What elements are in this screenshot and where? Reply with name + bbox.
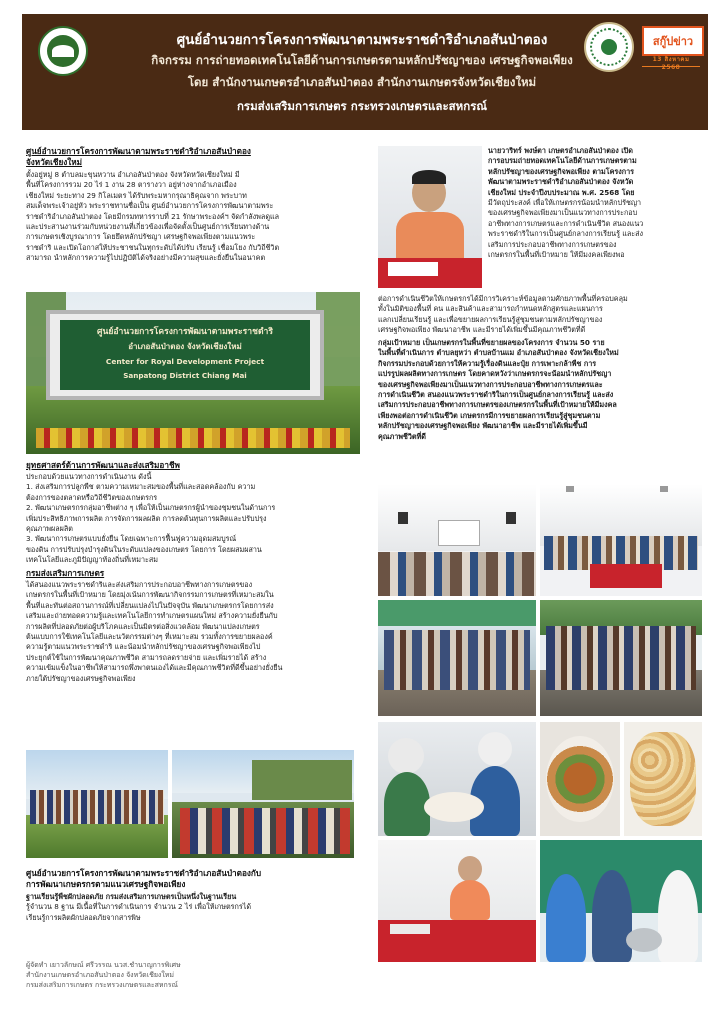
section-learning-body: ฐานเรียนรู้พืชผักปลอดภัย กรมส่งเสริมการเกษตรเป็นหนึ่งในฐานเรียน รู้จำนวน 8 ฐาน มีเนื้อที่ในการดำเนินการ จำนวน 2 ไร่ เพื่อให้เกษตรกรได้ เรียนรู้การผลิตผักปลอดภัยจากสารพิษ (26, 892, 252, 922)
header-title: ศูนย์อำนวยการโครงการพัฒนาตามพระราชดำริอำเภอสันป่าตอง (176, 32, 548, 48)
demonstration-photo (378, 840, 536, 962)
section-strategy-title: ยุทธศาสตร์ด้านการพัฒนาและส่งเสริมอาชีพ (26, 460, 180, 470)
header-banner (22, 14, 708, 130)
header-department: กรมส่งเสริมการเกษตร กระทรวงเกษตรและสหกรณ์ (236, 99, 488, 113)
training-room-photo-1 (378, 484, 536, 596)
header-organizer: โดย สำนักงานเกษตรอำเภอสันป่าตอง สำนักงานเกษตรจังหวัดเชียงใหม่ (187, 75, 537, 89)
section-center-title: ศูนย์อำนวยการโครงการพัฒนาตามพระราชดำริอำเภอสันป่าตอง จังหวัดเชียงใหม่ (26, 146, 251, 167)
news-badge: สกู๊ปข่าว (642, 26, 704, 56)
outdoor-activity-photo-1 (378, 600, 536, 716)
section-center-body: ตั้งอยู่หมู่ 8 ตำบลมะขุนหวาน อำเภอสันป่าตอง จังหวัดหวัดเชียงใหม่ มี พื้นที่โครงการรวม 20 ไร่ 1 งาน 28 ตารางวา อยู่ห่างจากอำเภอเมือง เชียงใหม่ ระยะทาง 29 กิโลเมตร ได้รับพระมหากรุณาธิคุณจาก พระบาท สมเด็จพระเจ้าอยู่หัว พระราชทานชื่อเป็น ศูนย์อำนวยการโครงการพัฒนาตามพระ ราชดำริอำเภอสันป่าตอง โดยมีกรมทหารราบที่ 21 รักษาพระองค์ฯ จัดกำลังพลดูแล และประสานงานร่วมกับหน่วยงานที่เกี่ยวข้องเพื่อจัดตั้งเป็นศูนย์การเรียนทางด้าน การเกษตรเชิงบูรณาการ โดยยึดหลักปรัชญา เศรษฐกิจพอเพียงตามแนวพระ ราชดำริ และเปิดโอกาสให้ประชาชนในทุกระดับได้ปรับ เรียนรู้ เชื่อมโยง กับวิถีชีวิต สามารถ นำหลักการความรู้ไปปฏิบัติได้จริงอย่างมีความสุขและยั่งยืนในอนาคต (26, 170, 280, 263)
group-photo-farm (26, 750, 168, 858)
opening-text: นายวาริทร์ พงษ์ตา เกษตรอำเภอสันป่าตอง เปิด การอบรมถ่ายทอดเทคโนโลยีด้านการเกษตรตาม หลักปรัชญาของเศรษฐกิจพอเพียง ตามโครงการ พัฒนาตามพระราชดำริอำเภอสันป่าตอง จังหวัด เชียงใหม่ ประจำปีงบประมาณ พ.ศ. 2568 โดย มีวัตถุประสงค์ เพื่อให้เกษตรกรน้อมนำหลักปรัชญา ของเศรษฐกิจพอเพียงมาเป็นแนวทางการประกอบ อาชีพทางการเกษตรและการดำเนินชีวิต สนองแนว พระราชดำริในการเป็นศูนย์กลางการเรียนรู้ และส่ง เสริมการประกอบอาชีพทางการเกษตรของ เกษตรกรในพื้นที่เป้าหมาย ให้มีมงคลเพียงพอ (488, 146, 644, 260)
target-group-text: กลุ่มเป้าหมาย เป็นเกษตรกรในพื้นที่ขยายผลของโครงการ จำนวน 50 ราย ในพื้นที่ดำเนินการ ตำบลยุหว่า ตำบลบ้านแม อำเภอสันป่าตอง จังหวัดเชียงใหม่ กิจกรรมประกอบด้วยการให้ความรู้เรื่องดินและปุ๋ย การเพาะกล้าพืช การ แปรรูปผลผลิตทางการเกษตร โดยคาดหวังว่าเกษตรกรจะน้อมนำหลักปรัชญา ของเศรษฐกิจพอเพียงมาเป็นแนวทางการประกอบอาชีพทางการเกษตรและ การดำเนินชีวิต สนองแนวพระราชดำริในการเป็นศูนย์กลางการเรียนรู้ และส่ง เสริมการประกอบอาชีพทางการเกษตรของเกษตรกรในพื้นที่เป้าหมายให้มีมงคล เพียงพอต่อการดำเนินชีวิต เกษตรกรมีการขยายผลการเรียนรู้สู่ชุมชนตาม หลักปรัชญาของเศรษฐกิจพอเพียง พัฒนาอาชีพ และมีรายได้เพิ่มขึ้นมี คุณภาพชีวิตที่ดี (378, 338, 619, 441)
section-strategy-body: ประกอบด้วยแนวทางการดำเนินงาน ดังนี้ 1. ส่งเสริมการปลูกพืช ตามความเหมาะสมของพื้นที่และสอดคล้องกับ ความ ต้องการของตลาดหรือวิถีชีวิตของเกษตรกร 2. พัฒนาเกษตรกรกลุ่มอาชีพต่าง ๆ เพื่อให้เป็นเกษตรกรผู้นำของชุมชนในด้านการ เพิ่มประสิทธิภาพการผลิต การจัดการผลผลิต การลดต้นทุนการผลิตและปรับปรุง คุณภาพผลผลิต 3. พัฒนาการเกษตรแบบยั่งยืน โดยเฉพาะการฟื้นฟูความอุดมสมบูรณ์ ของดิน การปรับปรุงบำรุงดินในระดับแปลงของเกษตร โดยการ โดยผสมผสาน เทคโนโลยีและภูมิปัญญาท้องถิ่นที่เหมาะสม (26, 472, 276, 565)
cooking-photo (540, 840, 702, 962)
doae-logo-icon (38, 26, 88, 76)
objective-text: ต่อการดำเนินชีวิตให้เกษตรกรได้มีการวิเคราะห์ข้อมูลตามศักยภาพพื้นที่ครอบคลุม ทั้งในมิติของพื้นที่ คน และสินค้าและสามารถกำหนดหลักสูตรและแผนการ แลกเปลี่ยนเรียนรู้ และเพื่อขยายผลการเรียนรู้สู่ชุมชนตามหลักปรัชญาของ เศรษฐกิจพอเพียง พัฒนาอาชีพ และมีรายได้เพิ่มขึ้นมีคุณภาพชีวิตที่ดี (378, 294, 628, 335)
center-sign: ศูนย์อำนวยการโครงการพัฒนาตามพระราชดำริ อำเภอสันป่าตอง จังหวัดเชียงใหม่ Center for Royal Development Project Sanpatong District Chiang Mai (46, 310, 324, 400)
section-doae-title: กรมส่งเสริมการเกษตร (26, 568, 105, 578)
snack-photo (624, 722, 702, 836)
news-date: 13 สิงหาคม 2568 (642, 54, 700, 67)
food-processing-photo-1 (378, 722, 536, 836)
speaker-photo (378, 146, 482, 288)
center-sign-photo (26, 292, 360, 454)
section-doae-body: ได้สนองแนวพระราชดำริและส่งเสริมการประกอบอาชีพทางการเกษตรของ เกษตรกรในพื้นที่เป้าหมาย โดยมุ่งเน้นการพัฒนากิจกรรมการเกษตรที่เหมาะสมใน พื้นที่และทันต่อสถานการณ์ที่เปลี่ยนแปลงไปในปัจจุบัน พัฒนาเกษตรกรโดยการส่ง เสริมและถ่ายทอดความรู้และเทคโนโลยีการทำเกษตรแผนใหม่ สร้างความยั่งยืนกับ การผลิตที่ปลอดภัยต่อผู้บริโภคและเป็นมิตรต่อสิ่งแวดล้อม พัฒนาแปลงเกษตร ต้นแบบการใช้เทคโนโลยีและนวัตกรรมต่างๆ ที่เหมาะสม รวมทั้งการขยายผลองค์ ความรู้ตามแนวพระราชดำริ และน้อมนำหลักปรัชญาของเศรษฐกิจพอเพียงไป ประยุกต์ใช้ในการพัฒนาคุณภาพชีวิต สามารถลดรายจ่าย และเพิ่มรายได้ สร้าง ความเข้มแข็งในอาชีพให้สามารถพึ่งพาตนเองได้และมีคุณภาพชีวิตที่ดีขึ้นอย่างยั่งยืน ภายใต้ปรัชญาของเศรษฐกิจพอเพียง (26, 580, 283, 683)
group-photo-visit (172, 750, 354, 858)
food-dish-photo (540, 722, 620, 836)
header-activity: กิจกรรม การถ่ายทอดเทคโนโลยีด้านการเกษตรตามหลักปรัชญาของ เศรษฐกิจพอเพียง (151, 53, 573, 67)
section-learning-title: ศูนย์อำนวยการโครงการพัฒนาตามพระราชดำริอำเภอสันป่าตองกับ การพัฒนาเกษตรกรตามแนวเศรษฐกิจพอเพียง (26, 868, 262, 889)
training-room-photo-2 (540, 484, 702, 596)
outdoor-activity-photo-2 (540, 600, 702, 716)
author-credit: ผู้จัดทำ เยาวลักษณ์ ศรีวรรณ นวส.ชำนาญการพิเศษ สำนักงานเกษตรอำเภอสันป่าตอง จังหวัดเชียงใหม่ กรมส่งเสริมการเกษตร กระทรวงเกษตรและสหกรณ์ (26, 961, 181, 989)
